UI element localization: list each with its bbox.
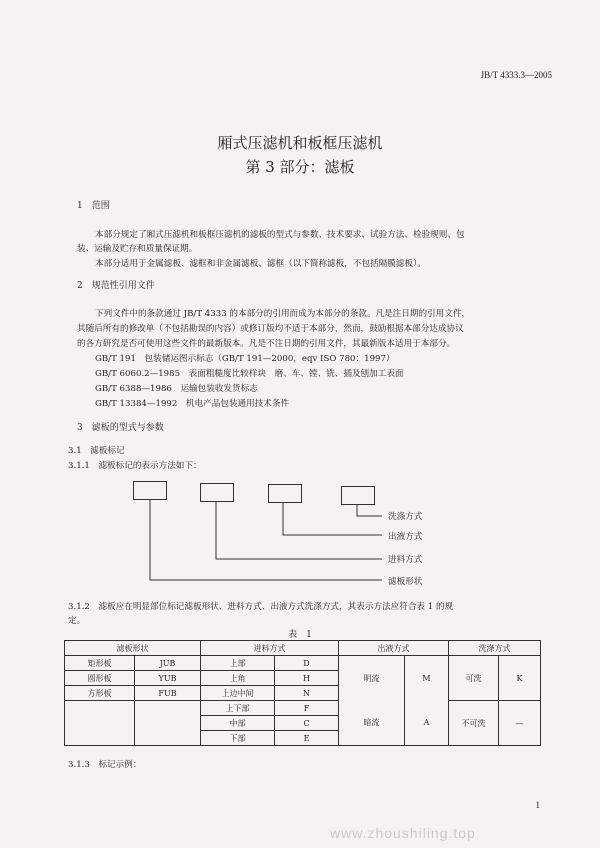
table-row	[65, 701, 541, 716]
diagram-label: 滤板形状	[388, 577, 423, 587]
table-cell: FUB	[135, 686, 201, 701]
table-cell: 暗流	[339, 701, 405, 746]
table-cell: A	[405, 701, 449, 746]
section-3-heading: 3 滤板的型式与参数	[77, 423, 164, 433]
diagram-label: 洗涤方式	[388, 512, 423, 522]
paragraph: 其随后所有的修改单（不包括勘误的内容）或修订版均不适于本部分，然而，鼓励根据本部分达成协议	[77, 324, 464, 334]
table-cell: D	[275, 656, 339, 671]
paragraph: 本部分适用于金属滤板、滤框和非金属滤板、滤框（以下简称滤板，不包括隔膜滤板）。	[95, 259, 426, 269]
table-cell: 上边中间	[201, 686, 275, 701]
table-cell: N	[275, 686, 339, 701]
table-header: 滤板形状	[65, 641, 201, 656]
paragraph: 定。	[68, 616, 86, 626]
table-cell: 不可洗	[449, 701, 499, 746]
standard-code: JB/T 4333.3—2005	[480, 70, 552, 80]
table-header: 出液方式	[339, 641, 449, 656]
paragraph: 3.1.2 滤板应在明显部位标记滤板形状、进料方式、出液方式洗涤方式，其表示方法应符合表 1 的规	[68, 602, 454, 612]
section-2-heading: 2 规范性引用文件	[77, 281, 155, 291]
table-cell: 方形板	[65, 686, 135, 701]
table-header-row	[65, 641, 541, 656]
paragraph: 装、运输及贮存和质量保证期。	[77, 244, 198, 254]
reference-item: GB/T 13384—1992 机电产品包装通用技术条件	[95, 399, 290, 409]
diagram-label: 出液方式	[388, 532, 423, 542]
section-1-heading: 1 范围	[77, 201, 110, 211]
table-header: 进料方式	[201, 641, 339, 656]
table-cell: YUB	[135, 671, 201, 686]
table-row	[65, 656, 541, 671]
table-cell: JUB	[135, 656, 201, 671]
table-cell: 圆形板	[65, 671, 135, 686]
watermark-text: www.zhoushiling.top	[330, 825, 476, 841]
table-cell: 矩形板	[65, 656, 135, 671]
paragraph: 本部分规定了厢式压滤机和板框压滤机的滤板的型式与参数、技术要求、试验方法、检验规则、包	[95, 230, 465, 240]
doc-title: 厢式压滤机和板框压滤机	[217, 134, 383, 152]
table-cell	[65, 701, 135, 746]
table-cell: 上部	[201, 656, 275, 671]
table-header: 洗涤方式	[449, 641, 541, 656]
reference-item: GB/T 6388—1986 运输包装收发货标志	[95, 384, 258, 394]
table-cell: 下部	[201, 731, 275, 746]
table-cell: —	[499, 701, 541, 746]
subsection-heading: 3.1.1 滤板标记的表示方法如下：	[68, 461, 202, 471]
table-cell	[135, 701, 201, 746]
table-cell: M	[405, 656, 449, 701]
reference-item: GB/T 6060.2—1985 表面粗糙度比较样块 磨、车、镗、铣、插及刨加工表面	[95, 369, 404, 379]
table-cell: 上角	[201, 671, 275, 686]
table-1	[64, 640, 541, 746]
table-cell: 上下部	[201, 701, 275, 716]
table-cell: 可洗	[449, 656, 499, 701]
table-cell: 中部	[201, 716, 275, 731]
subsection-heading: 3.1.3 标记示例：	[68, 760, 142, 770]
reference-item: GB/T 191 包装储运图示标志（GB/T 191—2000，eqv ISO 780：1997）	[95, 354, 395, 364]
paragraph: 的各方研究是否可使用这些文件的最新版本。凡是不注日期的引用文件，其最新版本适用于本部分。	[77, 339, 456, 349]
table-cell: C	[275, 716, 339, 731]
subsection-heading: 3.1 滤板标记	[68, 446, 125, 456]
table-cell: K	[499, 656, 541, 701]
table-cell: 明流	[339, 656, 405, 701]
page-number: 1	[535, 800, 540, 810]
table-cell: H	[275, 671, 339, 686]
diagram-label: 进料方式	[388, 555, 423, 565]
table-cell: F	[275, 701, 339, 716]
table-caption: 表 1	[288, 630, 312, 640]
doc-subtitle: 第 3 部分：滤板	[245, 158, 355, 176]
table-cell: E	[275, 731, 339, 746]
paragraph: 下列文件中的条款通过 JB/T 4333 的本部分的引用而成为本部分的条款。凡是注日期的引用文件，	[95, 309, 471, 319]
